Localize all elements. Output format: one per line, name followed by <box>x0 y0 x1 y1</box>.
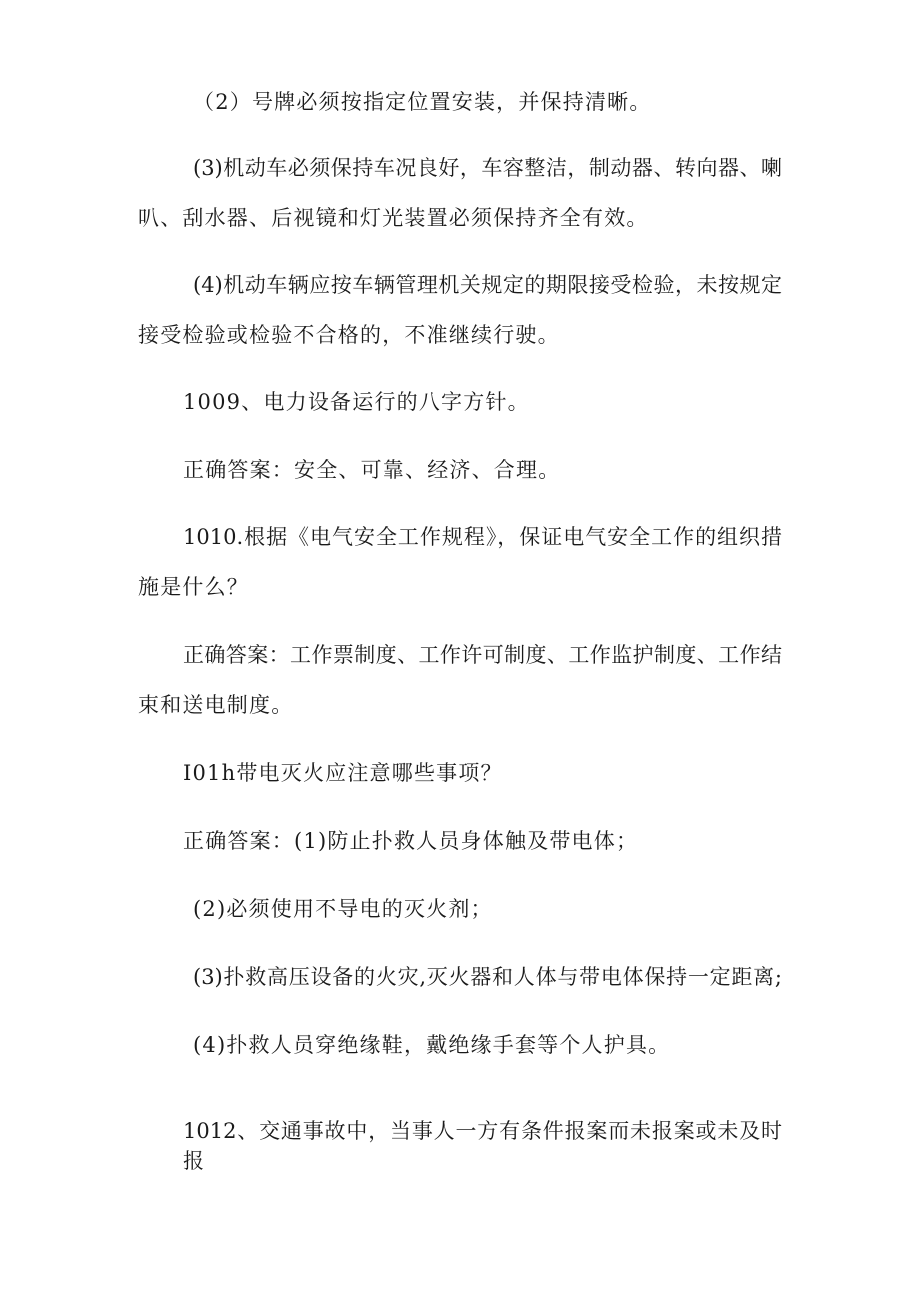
answer-1011-item-4: (4)扑救人员穿绝缘鞋，戴绝缘手套等个人护具。 <box>193 1033 671 1057</box>
answer-1009: 正确答案：安全、可靠、经济、合理。 <box>183 458 561 482</box>
paragraph-line-vehicle-condition-cont: 叭、刮水器、后视镜和灯光装置必须保持齐全有效。 <box>138 206 649 230</box>
paragraph-line-plate-position: （2）号牌必须按指定位置安装，并保持清晰。 <box>193 90 652 114</box>
question-1010: 1010.根据《电气安全工作规程》，保证电气安全工作的组织措 <box>183 525 782 549</box>
paragraph-line-inspection-cont: 接受检验或检验不合格的，不准继续行驶。 <box>138 323 560 347</box>
question-1010-cont: 施是什么？ <box>138 575 249 599</box>
paragraph-line-vehicle-condition: (3)机动车必须保持车况良好，车容整洁，制动器、转向器、喇 <box>193 156 782 180</box>
paragraph-line-inspection: (4)机动车辆应按车辆管理机关规定的期限接受检验，未按规定 <box>193 273 782 297</box>
answer-1011-item-2: (2)必须使用不导电的灭火剂； <box>193 897 493 921</box>
answer-1011-item-3: (3)扑救高压设备的火灾,灭火器和人体与带电体保持一定距离; <box>193 965 782 989</box>
answer-1010: 正确答案：工作票制度、工作许可制度、工作监护制度、工作结 <box>183 643 782 667</box>
question-1011: I01h带电灭火应注意哪些事项？ <box>183 761 503 785</box>
question-1009: 1009、电力设备运行的八字方针。 <box>183 390 530 414</box>
question-1012: 1012、交通事故中，当事人一方有条件报案而未报案或未及时报 <box>183 1119 782 1173</box>
answer-1011-item-1: 正确答案：(1)防止扑救人员身体触及带电体； <box>183 829 639 853</box>
answer-1010-cont: 束和送电制度。 <box>138 693 294 717</box>
